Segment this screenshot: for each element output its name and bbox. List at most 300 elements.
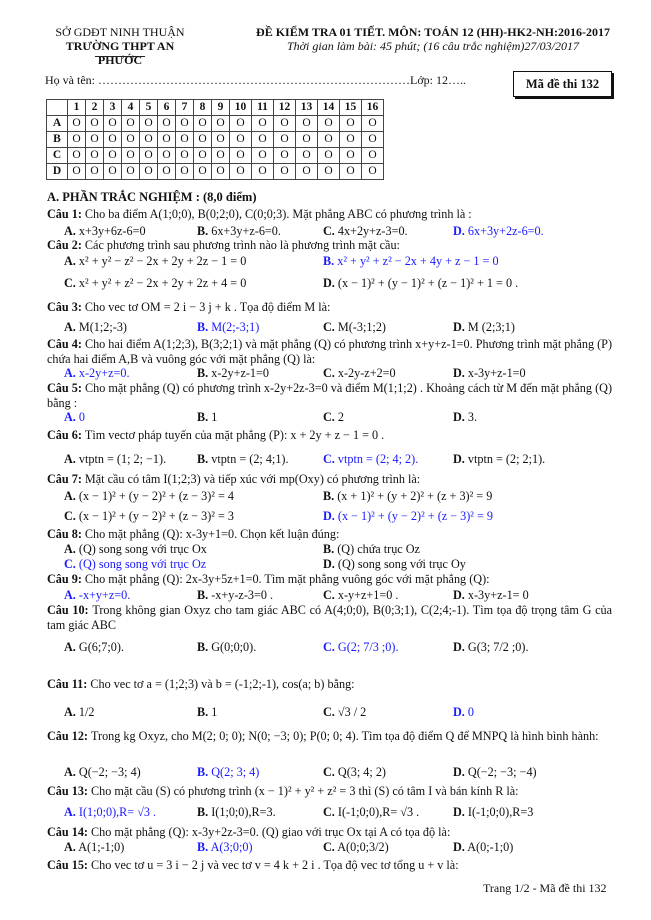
grid-column-header: 9 — [212, 100, 230, 116]
answer-bubble[interactable]: O — [158, 148, 176, 164]
option-label: A. — [64, 765, 76, 779]
option-label: D. — [453, 640, 465, 654]
question-text: Cho ba điểm A(1;0;0), B(0;2;0), C(0;0;3). Mặt phẳng ABC có phương trình là : — [84, 207, 472, 221]
option-text: M(2;-3;1) — [211, 320, 260, 334]
answer-bubble[interactable]: O — [122, 116, 140, 132]
answer-bubble[interactable]: O — [362, 148, 384, 164]
option-text: G(0;0;0). — [211, 640, 257, 654]
question-10 — [47, 603, 612, 632]
option-text: Q(2; 3; 4) — [211, 765, 260, 779]
option-text: vtptn = (1; 2; −1). — [78, 452, 167, 466]
option-text: 0 — [467, 705, 474, 719]
option-a[interactable] — [64, 254, 246, 269]
grid-row-label: D — [47, 164, 68, 180]
question-label: Câu 5: — [47, 381, 86, 395]
header-left — [45, 25, 195, 67]
grid-column-header: 12 — [274, 100, 296, 116]
option-a[interactable] — [64, 805, 156, 820]
option-text: x-3y+z-1= 0 — [467, 588, 529, 602]
grid-column-header: 11 — [252, 100, 274, 116]
option-d[interactable] — [453, 366, 526, 381]
option-text: A(0;0;3/2) — [337, 840, 389, 854]
grid-column-header: 4 — [122, 100, 140, 116]
option-c[interactable] — [323, 840, 389, 855]
option-c[interactable] — [323, 705, 366, 720]
answer-bubble[interactable]: O — [212, 148, 230, 164]
option-label: A. — [64, 320, 76, 334]
grid-row-d — [47, 164, 384, 180]
option-text: x² + y² − z² − 2x + 2y + 2z − 1 = 0 — [78, 254, 247, 268]
section-title: A. PHẦN TRẮC NGHIỆM : (8,0 điểm) — [47, 190, 257, 204]
option-text: -x+y+z=0. — [78, 588, 131, 602]
question-text: Cho mặt cầu (S) có phương trình (x − 1)² + y² + z² = 3 thì (S) có tâm I và bán kính R là: — [91, 784, 519, 798]
question-text: Cho mặt phẳng (Q) có phương trình x-2y+2z-3=0 và điểm M(1;1;2) . Khoảng cách từ M đến mặt phẳng (Q) bằng : — [47, 381, 612, 410]
grid-row-label: B — [47, 132, 68, 148]
option-text: vtptn = (2; 4; 2). — [337, 452, 419, 466]
option-label: C. — [323, 452, 335, 466]
question-text: Cho vec tơ OM = 2 i − 3 j + k . Tọa độ điểm M là: — [84, 300, 331, 314]
option-c[interactable] — [323, 640, 399, 655]
option-label: B. — [197, 410, 209, 424]
option-label: B. — [197, 588, 209, 602]
question-15 — [47, 858, 612, 873]
answer-bubble[interactable]: O — [318, 164, 340, 180]
option-label: D. — [323, 276, 335, 290]
question-label: Câu 9: — [47, 572, 85, 586]
option-text: G(3; 7/2 ;0). — [467, 640, 529, 654]
question-13 — [47, 784, 612, 799]
option-label: A. — [64, 640, 76, 654]
answer-bubble[interactable]: O — [140, 164, 158, 180]
answer-bubble[interactable]: O — [230, 164, 252, 180]
option-c[interactable] — [323, 805, 419, 820]
question-label: Câu 4: — [47, 337, 85, 351]
option-label: B. — [323, 542, 335, 556]
answer-bubble[interactable]: O — [86, 132, 104, 148]
option-label: A. — [64, 705, 76, 719]
question-text: Cho hai điểm A(1;2;3), B(3;2;1) và mặt phẳng (Q) có phương trình x+y+z-1=0. Phương trình mặt phẳng (P) chứa hai điểm A,B và vuông góc với mặt phẳng (Q) là: — [47, 337, 613, 366]
answer-bubble[interactable]: O — [176, 132, 194, 148]
option-text: (x + 1)² + (y + 2)² + (z + 3)² = 9 — [337, 489, 493, 503]
question-label: Câu 6: — [47, 428, 85, 442]
option-text: 3. — [467, 410, 478, 424]
option-text: M(-3;1;2) — [337, 320, 386, 334]
question-label: Câu 11: — [47, 677, 91, 691]
option-label: C. — [323, 410, 335, 424]
option-label: C. — [323, 588, 335, 602]
option-label: D. — [453, 224, 465, 238]
option-text: I(-1;0;0),R= √3 . — [337, 805, 420, 819]
question-text: Tìm vectơ pháp tuyến của mặt phẳng (P): x + 2y + z − 1 = 0 . — [84, 428, 385, 442]
option-a[interactable] — [64, 588, 130, 603]
option-label: A. — [64, 452, 76, 466]
question-text: Mặt cầu có tâm I(1;2;3) và tiếp xúc với mp(Oxy) có phương trình là: — [84, 472, 421, 486]
answer-bubble[interactable]: O — [194, 148, 212, 164]
option-text: (x − 1)² + (y − 2)² + (z − 3)² = 4 — [78, 489, 234, 503]
header-right — [233, 25, 633, 53]
answer-bubble[interactable]: O — [104, 116, 122, 132]
option-b[interactable] — [197, 224, 281, 239]
option-b[interactable] — [197, 640, 256, 655]
option-label: B. — [197, 805, 209, 819]
grid-column-header: 15 — [340, 100, 362, 116]
option-a[interactable] — [64, 765, 141, 780]
question-1 — [47, 207, 612, 222]
option-c[interactable] — [323, 765, 386, 780]
question-8 — [47, 527, 612, 542]
question-text: Cho mặt phẳng (Q): 2x-3y+5z+1=0. Tìm mặt phẳng vuông góc với mặt phẳng (Q): — [84, 572, 490, 586]
question-label: Câu 7: — [47, 472, 85, 486]
option-label: D. — [453, 452, 465, 466]
option-b[interactable] — [197, 452, 289, 467]
question-text: Cho vec tơ u = 3 i − 2 j và vec tơ v = 4 k + 2 i . Tọa độ vec tơ tổng u + v là: — [91, 858, 459, 872]
option-a[interactable] — [64, 224, 146, 239]
option-text: I(1;0;0),R= √3 . — [78, 805, 157, 819]
option-label: D. — [453, 410, 465, 424]
grid-row-label: A — [47, 116, 68, 132]
option-label: B. — [323, 254, 335, 268]
exam-subtitle: Thời gian làm bài: 45 phút; (16 câu trắc nghiệm)27/03/2017 — [286, 39, 580, 53]
option-label: C. — [64, 276, 76, 290]
answer-bubble[interactable]: O — [86, 164, 104, 180]
option-label: C. — [323, 640, 335, 654]
grid-column-header: 7 — [176, 100, 194, 116]
grid-column-header: 10 — [230, 100, 252, 116]
option-a[interactable] — [64, 452, 166, 467]
department-name: SỞ GDĐT NINH THUẬN — [55, 25, 185, 39]
grid-column-header: 2 — [86, 100, 104, 116]
answer-bubble[interactable]: O — [274, 164, 296, 180]
question-12 — [47, 729, 612, 744]
answer-bubble[interactable]: O — [340, 116, 362, 132]
option-b[interactable] — [197, 588, 273, 603]
option-text: G(2; 7/3 ;0). — [337, 640, 399, 654]
answer-bubble[interactable]: O — [274, 116, 296, 132]
option-text: 4x+2y+z-3=0. — [337, 224, 408, 238]
answer-bubble[interactable]: O — [296, 132, 318, 148]
option-text: (Q) song song với trục Ox — [78, 542, 207, 556]
option-d[interactable] — [453, 320, 515, 335]
option-label: D. — [453, 366, 465, 380]
option-text: 2 — [337, 410, 344, 424]
option-label: B. — [323, 489, 335, 503]
option-d[interactable] — [453, 224, 544, 239]
option-label: A. — [64, 254, 76, 268]
grid-column-header: 3 — [104, 100, 122, 116]
student-name-line: Họ và tên: ……………………………………………………………………Lớp: 12….. — [45, 73, 466, 87]
question-text: Cho mặt phẳng (Q): x-3y+2z-3=0. (Q) giao với trục Ox tại A có tọa độ là: — [91, 825, 451, 839]
question-label: Câu 12: — [47, 729, 92, 743]
option-text: G(6;7;0). — [78, 640, 124, 654]
option-label: C. — [64, 557, 76, 571]
option-d[interactable] — [453, 805, 533, 820]
answer-grid — [46, 99, 384, 180]
option-b[interactable] — [323, 542, 420, 557]
question-text: Cho vec tơ a = (1;2;3) và b = (-1;2;-1), cos(a; b) bằng: — [90, 677, 355, 691]
grid-column-header: 5 — [140, 100, 158, 116]
grid-row-label: C — [47, 148, 68, 164]
option-label: C. — [323, 840, 335, 854]
option-a[interactable] — [64, 410, 85, 425]
option-text: x+3y+6z-6=0 — [78, 224, 146, 238]
answer-bubble[interactable]: O — [296, 116, 318, 132]
option-d[interactable] — [453, 640, 529, 655]
option-text: Q(−2; −3; 4) — [78, 765, 141, 779]
answer-bubble[interactable]: O — [296, 148, 318, 164]
answer-bubble[interactable]: O — [86, 116, 104, 132]
option-d[interactable] — [453, 588, 529, 603]
option-label: A. — [64, 542, 76, 556]
question-text: Trong kg Oxyz, cho M(2; 0; 0); N(0; −3; 0); P(0; 0; 4). Tìm tọa độ điểm Q để MNPQ là hình bình hành: — [91, 729, 599, 743]
option-b[interactable] — [197, 705, 217, 720]
answer-bubble[interactable]: O — [252, 164, 274, 180]
option-b[interactable] — [323, 489, 492, 504]
option-a[interactable] — [64, 542, 207, 557]
answer-bubble[interactable]: O — [230, 148, 252, 164]
option-a[interactable] — [64, 489, 234, 504]
option-text: x² + y² + z² − 2x + 2y + 2z + 4 = 0 — [78, 276, 247, 290]
option-b[interactable] — [197, 366, 269, 381]
option-label: D. — [453, 805, 465, 819]
grid-row-c — [47, 148, 384, 164]
answer-bubble[interactable]: O — [104, 164, 122, 180]
answer-bubble[interactable]: O — [140, 132, 158, 148]
option-a[interactable] — [64, 705, 94, 720]
answer-bubble[interactable]: O — [212, 116, 230, 132]
question-5 — [47, 381, 612, 410]
option-a[interactable] — [64, 320, 127, 335]
option-d[interactable] — [323, 276, 518, 291]
answer-bubble[interactable]: O — [122, 164, 140, 180]
school-name: TRƯỜNG THPT AN PHƯỚC — [65, 39, 175, 67]
option-label: A. — [64, 410, 76, 424]
question-label: Câu 13: — [47, 784, 92, 798]
grid-row-b — [47, 132, 384, 148]
option-text: (Q) chứa trục Oz — [337, 542, 420, 556]
answer-bubble[interactable]: O — [230, 132, 252, 148]
option-label: D. — [453, 320, 465, 334]
option-c[interactable] — [323, 410, 344, 425]
option-label: D. — [453, 765, 465, 779]
answer-bubble[interactable]: O — [340, 164, 362, 180]
answer-bubble[interactable]: O — [212, 132, 230, 148]
grid-column-header: 8 — [194, 100, 212, 116]
option-c[interactable] — [323, 588, 398, 603]
option-text: √3 / 2 — [337, 705, 367, 719]
option-text: x-2y-z+2=0 — [337, 366, 396, 380]
question-label: Câu 1: — [47, 207, 85, 221]
question-9 — [47, 572, 612, 587]
question-14 — [47, 825, 612, 840]
answer-bubble[interactable]: O — [140, 148, 158, 164]
option-label: A. — [64, 366, 76, 380]
answer-bubble[interactable]: O — [274, 148, 296, 164]
option-label: A. — [64, 489, 76, 503]
answer-bubble[interactable]: O — [122, 132, 140, 148]
option-label: A. — [64, 224, 76, 238]
grid-column-header: 1 — [68, 100, 86, 116]
option-text: 1 — [211, 705, 218, 719]
option-label: D. — [323, 557, 335, 571]
option-label: C. — [323, 805, 335, 819]
option-b[interactable] — [197, 410, 217, 425]
option-text: x-2y+z=0. — [78, 366, 130, 380]
answer-bubble[interactable]: O — [340, 148, 362, 164]
answer-bubble[interactable]: O — [68, 148, 86, 164]
option-b[interactable] — [197, 840, 253, 855]
answer-bubble[interactable]: O — [252, 148, 274, 164]
option-b[interactable] — [323, 254, 499, 269]
option-label: B. — [197, 366, 209, 380]
question-4 — [47, 337, 612, 366]
option-label: B. — [197, 320, 209, 334]
question-label: Câu 3: — [47, 300, 85, 314]
option-text: A(0;-1;0) — [467, 840, 514, 854]
question-text: Các phương trình sau phương trình nào là phương trình mặt cầu: — [84, 238, 400, 252]
option-c[interactable] — [64, 276, 246, 291]
option-label: B. — [197, 640, 209, 654]
answer-bubble[interactable]: O — [158, 164, 176, 180]
option-text: 1 — [211, 410, 218, 424]
option-a[interactable] — [64, 640, 124, 655]
answer-bubble[interactable]: O — [318, 132, 340, 148]
option-label: B. — [197, 452, 209, 466]
option-c[interactable] — [323, 320, 386, 335]
option-text: (Q) song song với trục Oz — [78, 557, 207, 571]
option-label: A. — [64, 588, 76, 602]
answer-bubble[interactable]: O — [252, 132, 274, 148]
page-footer: Trang 1/2 - Mã đề thi 132 — [483, 881, 607, 895]
answer-bubble[interactable]: O — [274, 132, 296, 148]
option-c[interactable] — [64, 557, 206, 572]
option-a[interactable] — [64, 366, 130, 381]
option-label: B. — [197, 765, 209, 779]
option-d[interactable] — [453, 452, 545, 467]
answer-bubble[interactable]: O — [194, 132, 212, 148]
answer-bubble[interactable]: O — [122, 148, 140, 164]
option-b[interactable] — [197, 320, 259, 335]
option-text: 0 — [78, 410, 85, 424]
option-text: (x − 1)² + (y − 2)² + (z − 3)² = 3 — [78, 509, 234, 523]
answer-bubble[interactable]: O — [86, 148, 104, 164]
option-text: x² + y² + z² − 2x + 4y + z − 1 = 0 — [337, 254, 499, 268]
option-label: C. — [323, 366, 335, 380]
grid-header-row — [47, 100, 384, 116]
answer-bubble[interactable]: O — [230, 116, 252, 132]
option-d[interactable] — [453, 705, 474, 720]
question-label: Câu 15: — [47, 858, 92, 872]
answer-bubble[interactable]: O — [176, 116, 194, 132]
option-label: C. — [64, 509, 76, 523]
answer-bubble[interactable]: O — [140, 116, 158, 132]
answer-bubble[interactable]: O — [362, 116, 384, 132]
question-text: Trong không gian Oxyz cho tam giác ABC có A(4;0;0), B(0;3;1), C(2;4;-1). Tìm tọa độ trọng tâm G của tam giác ABC — [47, 603, 613, 632]
question-label: Câu 2: — [47, 238, 85, 252]
option-label: A. — [64, 805, 76, 819]
option-c[interactable] — [323, 224, 408, 239]
option-c[interactable] — [323, 452, 418, 467]
option-label: B. — [197, 840, 209, 854]
answer-bubble[interactable]: O — [194, 164, 212, 180]
answer-bubble[interactable]: O — [362, 164, 384, 180]
answer-bubble[interactable]: O — [68, 132, 86, 148]
option-text: (Q) song song với trục Oy — [337, 557, 466, 571]
grid-column-header: 13 — [296, 100, 318, 116]
question-label: Câu 10: — [47, 603, 93, 617]
answer-bubble[interactable]: O — [362, 132, 384, 148]
option-text: x-y+z+1=0 . — [337, 588, 399, 602]
option-text: A(3;0;0) — [210, 840, 253, 854]
answer-bubble[interactable]: O — [252, 116, 274, 132]
option-text: 6x+3y+z-6=0. — [211, 224, 281, 238]
exam-code-box: Mã đề thi 132 — [513, 71, 612, 97]
option-text: x-3y+z-1=0 — [467, 366, 526, 380]
question-6 — [47, 428, 612, 443]
option-label: C. — [323, 224, 335, 238]
option-text: -x+y-z-3=0 . — [211, 588, 274, 602]
option-text: vtptn = (2; 2;1). — [467, 452, 546, 466]
answer-bubble[interactable]: O — [104, 148, 122, 164]
option-d[interactable] — [323, 557, 466, 572]
option-text: M(1;2;-3) — [78, 320, 127, 334]
option-label: D. — [453, 705, 465, 719]
question-text: Cho mặt phẳng (Q): x-3y+1=0. Chọn kết luận đúng: — [84, 527, 340, 541]
answer-bubble[interactable]: O — [104, 132, 122, 148]
answer-bubble[interactable]: O — [158, 116, 176, 132]
option-d[interactable] — [453, 410, 477, 425]
question-label: Câu 8: — [47, 527, 85, 541]
answer-bubble[interactable]: O — [68, 116, 86, 132]
option-text: Q(3; 4; 2) — [337, 765, 386, 779]
option-b[interactable] — [197, 765, 259, 780]
option-d[interactable] — [453, 765, 537, 780]
answer-bubble[interactable]: O — [158, 132, 176, 148]
answer-bubble[interactable]: O — [340, 132, 362, 148]
option-label: D. — [453, 588, 465, 602]
option-text: 1/2 — [78, 705, 95, 719]
answer-bubble[interactable]: O — [296, 164, 318, 180]
option-c[interactable] — [64, 509, 234, 524]
grid-column-header: 14 — [318, 100, 340, 116]
exam-title: ĐỀ KIỂM TRA 01 TIẾT. MÔN: TOÁN 12 (HH)-HK2-NH:2016-2017 — [256, 25, 610, 39]
option-a[interactable] — [64, 840, 124, 855]
answer-bubble[interactable]: O — [212, 164, 230, 180]
answer-bubble[interactable]: O — [318, 148, 340, 164]
answer-bubble[interactable]: O — [318, 116, 340, 132]
option-text: Q(−2; −3; −4) — [467, 765, 537, 779]
grid-corner — [47, 100, 68, 116]
answer-bubble[interactable]: O — [194, 116, 212, 132]
question-3 — [47, 300, 612, 315]
answer-bubble[interactable]: O — [176, 148, 194, 164]
option-d[interactable] — [453, 840, 513, 855]
option-c[interactable] — [323, 366, 396, 381]
option-label: C. — [323, 320, 335, 334]
option-d[interactable] — [323, 509, 493, 524]
question-7 — [47, 472, 612, 487]
option-label: B. — [197, 224, 209, 238]
answer-bubble[interactable]: O — [68, 164, 86, 180]
option-text: M (2;3;1) — [467, 320, 515, 334]
question-2 — [47, 238, 612, 253]
option-b[interactable] — [197, 805, 276, 820]
option-text: x-2y+z-1=0 — [211, 366, 269, 380]
answer-bubble[interactable]: O — [176, 164, 194, 180]
grid-row-a — [47, 116, 384, 132]
option-label: D. — [323, 509, 335, 523]
grid-column-header: 6 — [158, 100, 176, 116]
option-label: C. — [323, 705, 335, 719]
